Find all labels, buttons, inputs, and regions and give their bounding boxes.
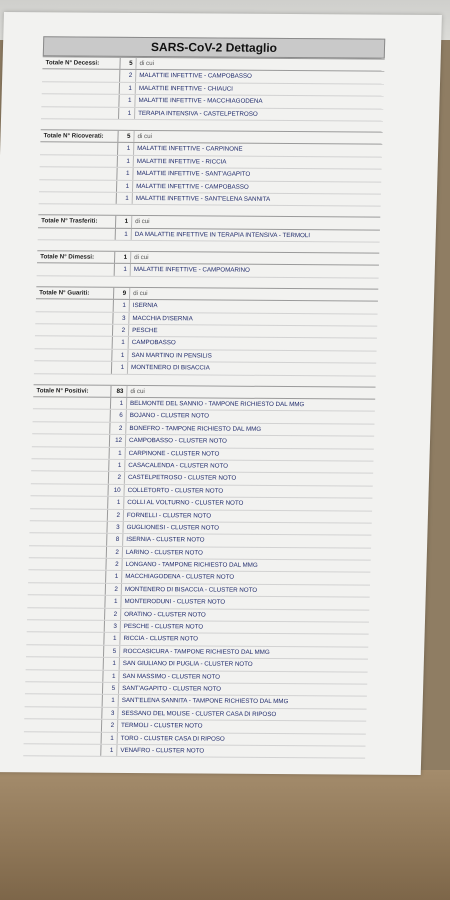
row-count: 3 (107, 522, 123, 534)
section-note: di cui (133, 289, 148, 297)
report-table (23, 36, 385, 769)
empty-label-cell (39, 167, 117, 179)
row-description: SESSANO DEL MOLISE - CLUSTER CASA DI RIPOSO (121, 709, 277, 718)
section-spacer (23, 757, 365, 769)
row-count: 5 (104, 646, 120, 658)
row-count: 1 (104, 633, 120, 645)
empty-label-cell (41, 107, 119, 119)
row-description: MALATTIE INFETTIVE - SANT'ELENA SANNITA (135, 194, 271, 203)
section-total: 9 (114, 288, 130, 300)
empty-label-cell (34, 349, 112, 361)
empty-label-cell (42, 70, 120, 82)
section-totale-n-ricoverati (38, 129, 382, 217)
empty-label-cell (31, 472, 109, 484)
row-count: 2 (105, 608, 121, 620)
row-description: TERAPIA INTENSIVA - CASTELPETROSO (138, 109, 258, 118)
row-count: 3 (113, 312, 129, 324)
row-description: BELMONTE DEL SANNIO - TAMPONE RICHIESTO DAL MMG (129, 399, 305, 409)
section-total: 1 (115, 252, 131, 264)
row-count: 1 (117, 180, 133, 192)
row-description: TERMOLI - CLUSTER NOTO (120, 722, 203, 730)
row-description: CAMPOBASSO - CLUSTER NOTO (128, 437, 227, 445)
section-total: 83 (111, 385, 127, 397)
empty-label-cell (31, 459, 109, 471)
row-description: BOJANO - CLUSTER NOTO (129, 412, 210, 420)
empty-label-cell (35, 337, 113, 349)
row-count: 1 (120, 83, 136, 95)
row-description: GUGLIONESI - CLUSTER NOTO (126, 523, 220, 532)
empty-label-cell (25, 670, 103, 682)
empty-label-cell (25, 682, 103, 694)
empty-label-cell (32, 434, 110, 446)
empty-label-cell (35, 312, 113, 324)
section-total: 5 (118, 131, 134, 143)
row-description: DA MALATTIE INFETTIVE IN TERAPIA INTENSIVA - TERMOLI (134, 230, 311, 239)
row-description: COLLI AL VOLTURNO - CLUSTER NOTO (127, 499, 244, 507)
section-note: di cui (135, 218, 150, 226)
empty-label-cell (26, 633, 104, 645)
section-label: Totale N° Trasferiti: (38, 216, 116, 228)
row-description: CARPINONE - CLUSTER NOTO (128, 449, 220, 458)
row-count: 3 (105, 621, 121, 633)
empty-label-cell (23, 744, 101, 756)
wooden-desk (0, 770, 450, 900)
row-count: 1 (119, 95, 135, 107)
row-count: 6 (111, 410, 127, 422)
row-description: ORATINO - CLUSTER NOTO (124, 610, 206, 619)
row-count: 1 (102, 732, 118, 744)
row-count: 2 (110, 423, 126, 435)
empty-label-cell (25, 695, 103, 707)
empty-label-cell (32, 422, 110, 434)
empty-label-cell (24, 719, 102, 731)
row-count: 1 (106, 571, 122, 583)
empty-label-cell (41, 94, 119, 106)
row-description: MALATTIE INFETTIVE - SANT'AGAPITO (136, 170, 251, 178)
empty-label-cell (38, 228, 116, 240)
row-description: BONEFRO - TAMPONE RICHIESTO DAL MMG (129, 424, 262, 433)
row-description: MONTENERO DI BISACCIA - CLUSTER NOTO (124, 585, 258, 594)
empty-label-cell (42, 82, 120, 94)
row-count: 1 (118, 143, 134, 155)
empty-label-cell (24, 732, 102, 744)
row-description: CASTELPETROSO - CLUSTER NOTO (127, 474, 237, 483)
section-label: Totale N° Guariti: (36, 287, 114, 299)
empty-label-cell (33, 397, 111, 409)
row-count: 1 (114, 300, 130, 312)
row-count: 1 (103, 670, 119, 682)
row-count: 2 (113, 325, 129, 337)
empty-label-cell (27, 595, 105, 607)
row-count: 1 (117, 193, 133, 205)
row-description: COLLETORTO - CLUSTER NOTO (127, 486, 224, 495)
row-description: MONTERODUNI - CLUSTER NOTO (124, 598, 226, 606)
row-description: ISERNIA (132, 302, 158, 310)
row-count: 2 (102, 720, 118, 732)
row-description: MONTENERO DI BISACCIA (130, 364, 210, 372)
empty-label-cell (29, 546, 107, 558)
row-description: RICCIA - CLUSTER NOTO (123, 635, 199, 643)
empty-label-cell (31, 484, 109, 496)
empty-label-cell (29, 534, 107, 546)
empty-label-cell (37, 264, 115, 276)
row-description: MACCHIAGODENA - CLUSTER NOTO (125, 573, 235, 582)
row-description: MALATTIE INFETTIVE - CAMPOMARINO (133, 266, 250, 275)
section-label: Totale N° Positivi: (33, 385, 111, 397)
empty-label-cell (32, 447, 110, 459)
row-count: 1 (101, 745, 117, 757)
row-count: 1 (109, 460, 125, 472)
paper-sheet (0, 12, 442, 775)
row-count: 1 (119, 107, 135, 119)
row-count: 1 (104, 658, 120, 670)
row-count: 1 (111, 398, 127, 410)
section-total: 1 (116, 216, 132, 228)
section-note: di cui (139, 59, 155, 68)
row-count: 10 (108, 485, 124, 497)
row-count: 5 (103, 683, 119, 695)
row-count: 3 (102, 708, 118, 720)
row-description: SAN MARTINO IN PENSILIS (131, 351, 212, 360)
empty-label-cell (39, 192, 117, 204)
row-count: 8 (107, 534, 123, 546)
row-description: LONGANO - TAMPONE RICHIESTO DAL MMG (125, 561, 258, 569)
empty-label-cell (24, 707, 102, 719)
row-count: 1 (103, 695, 119, 707)
row-description: MACCHIA D'ISERNIA (132, 314, 193, 323)
row-description: SANT'ELENA SANNITA - TAMPONE RICHIESTO DAL MMG (121, 697, 289, 706)
empty-label-cell (28, 571, 106, 583)
section-totale-n-positivi (23, 384, 376, 769)
row-description: FORNELLI - CLUSTER NOTO (126, 511, 212, 520)
empty-label-cell (30, 496, 108, 508)
row-description: PESCHE (132, 326, 158, 335)
row-count: 1 (118, 156, 134, 168)
empty-label-cell (27, 620, 105, 632)
section-note: di cui (130, 387, 145, 395)
row-count: 2 (106, 559, 122, 571)
section-totale-n-trasferiti (37, 215, 380, 253)
row-description: TORO - CLUSTER CASA DI RIPOSO (120, 734, 225, 743)
row-count: 1 (113, 337, 129, 349)
row-description: VENAFRO - CLUSTER NOTO (120, 746, 205, 755)
row-description: ROCCASICURA - TAMPONE RICHIESTO DAL MMG (123, 647, 270, 656)
row-count: 2 (108, 509, 124, 521)
row-description: MALATTIE INFETTIVE - CAMPOBASSO (136, 182, 249, 191)
row-description: CASACALENDA - CLUSTER NOTO (128, 461, 229, 470)
row-count: 1 (112, 362, 128, 374)
empty-label-cell (33, 410, 111, 422)
row-count: 1 (117, 168, 133, 180)
empty-label-cell (40, 155, 118, 167)
section-totale-n-dimessi (36, 250, 379, 288)
empty-label-cell (27, 608, 105, 620)
section-total: 5 (120, 58, 136, 70)
empty-label-cell (34, 361, 112, 373)
empty-label-cell (28, 558, 106, 570)
row-description: LARINO - CLUSTER NOTO (125, 548, 203, 557)
row-description: ISERNIA - CLUSTER NOTO (126, 536, 205, 544)
empty-label-cell (28, 583, 106, 595)
section-label: Totale N° Dimessi: (37, 251, 115, 263)
row-count: 1 (115, 264, 131, 276)
row-description: MALATTIE INFETTIVE - CARPINONE (137, 145, 243, 154)
row-description: PESCHE - CLUSTER NOTO (123, 622, 204, 631)
row-count: 2 (109, 472, 125, 484)
section-totale-n-decessi (41, 56, 385, 131)
row-description: MALATTIE INFETTIVE - CAMPOBASSO (139, 72, 252, 81)
row-description: CAMPOBASSO (131, 339, 176, 347)
section-totale-n-guariti (34, 286, 379, 386)
empty-label-cell (30, 509, 108, 521)
empty-label-cell (26, 657, 104, 669)
empty-label-cell (35, 324, 113, 336)
report-title: SARS-CoV-2 Dettaglio (43, 36, 386, 58)
empty-label-cell (26, 645, 104, 657)
row-description: MALATTIE INFETTIVE - MACCHIAGODENA (138, 97, 263, 105)
empty-label-cell (39, 180, 117, 192)
row-description: SAN GIULIANO DI PUGLIA - CLUSTER NOTO (122, 660, 253, 669)
row-count: 1 (108, 497, 124, 509)
section-note: di cui (137, 132, 153, 141)
row-description: SANT'AGAPITO - CLUSTER NOTO (122, 684, 222, 693)
section-note: di cui (134, 254, 149, 262)
row-count: 1 (110, 447, 126, 459)
row-count: 1 (112, 350, 128, 362)
row-count: 1 (105, 596, 121, 608)
empty-label-cell (29, 521, 107, 533)
row-count: 1 (116, 229, 132, 241)
section-label: Totale N° Decessi: (42, 57, 120, 69)
empty-label-cell (36, 300, 114, 312)
row-description: SAN MASSIMO - CLUSTER NOTO (122, 672, 221, 681)
section-label: Totale N° Ricoverati: (40, 130, 118, 142)
row-description: MALATTIE INFETTIVE - RICCIA (136, 157, 227, 166)
row-count: 2 (106, 584, 122, 596)
row-description: MALATTIE INFETTIVE - CHIAUCI (138, 84, 234, 93)
row-count: 12 (110, 435, 126, 447)
empty-label-cell (40, 143, 118, 155)
row-count: 2 (120, 70, 136, 82)
row-count: 2 (107, 546, 123, 558)
